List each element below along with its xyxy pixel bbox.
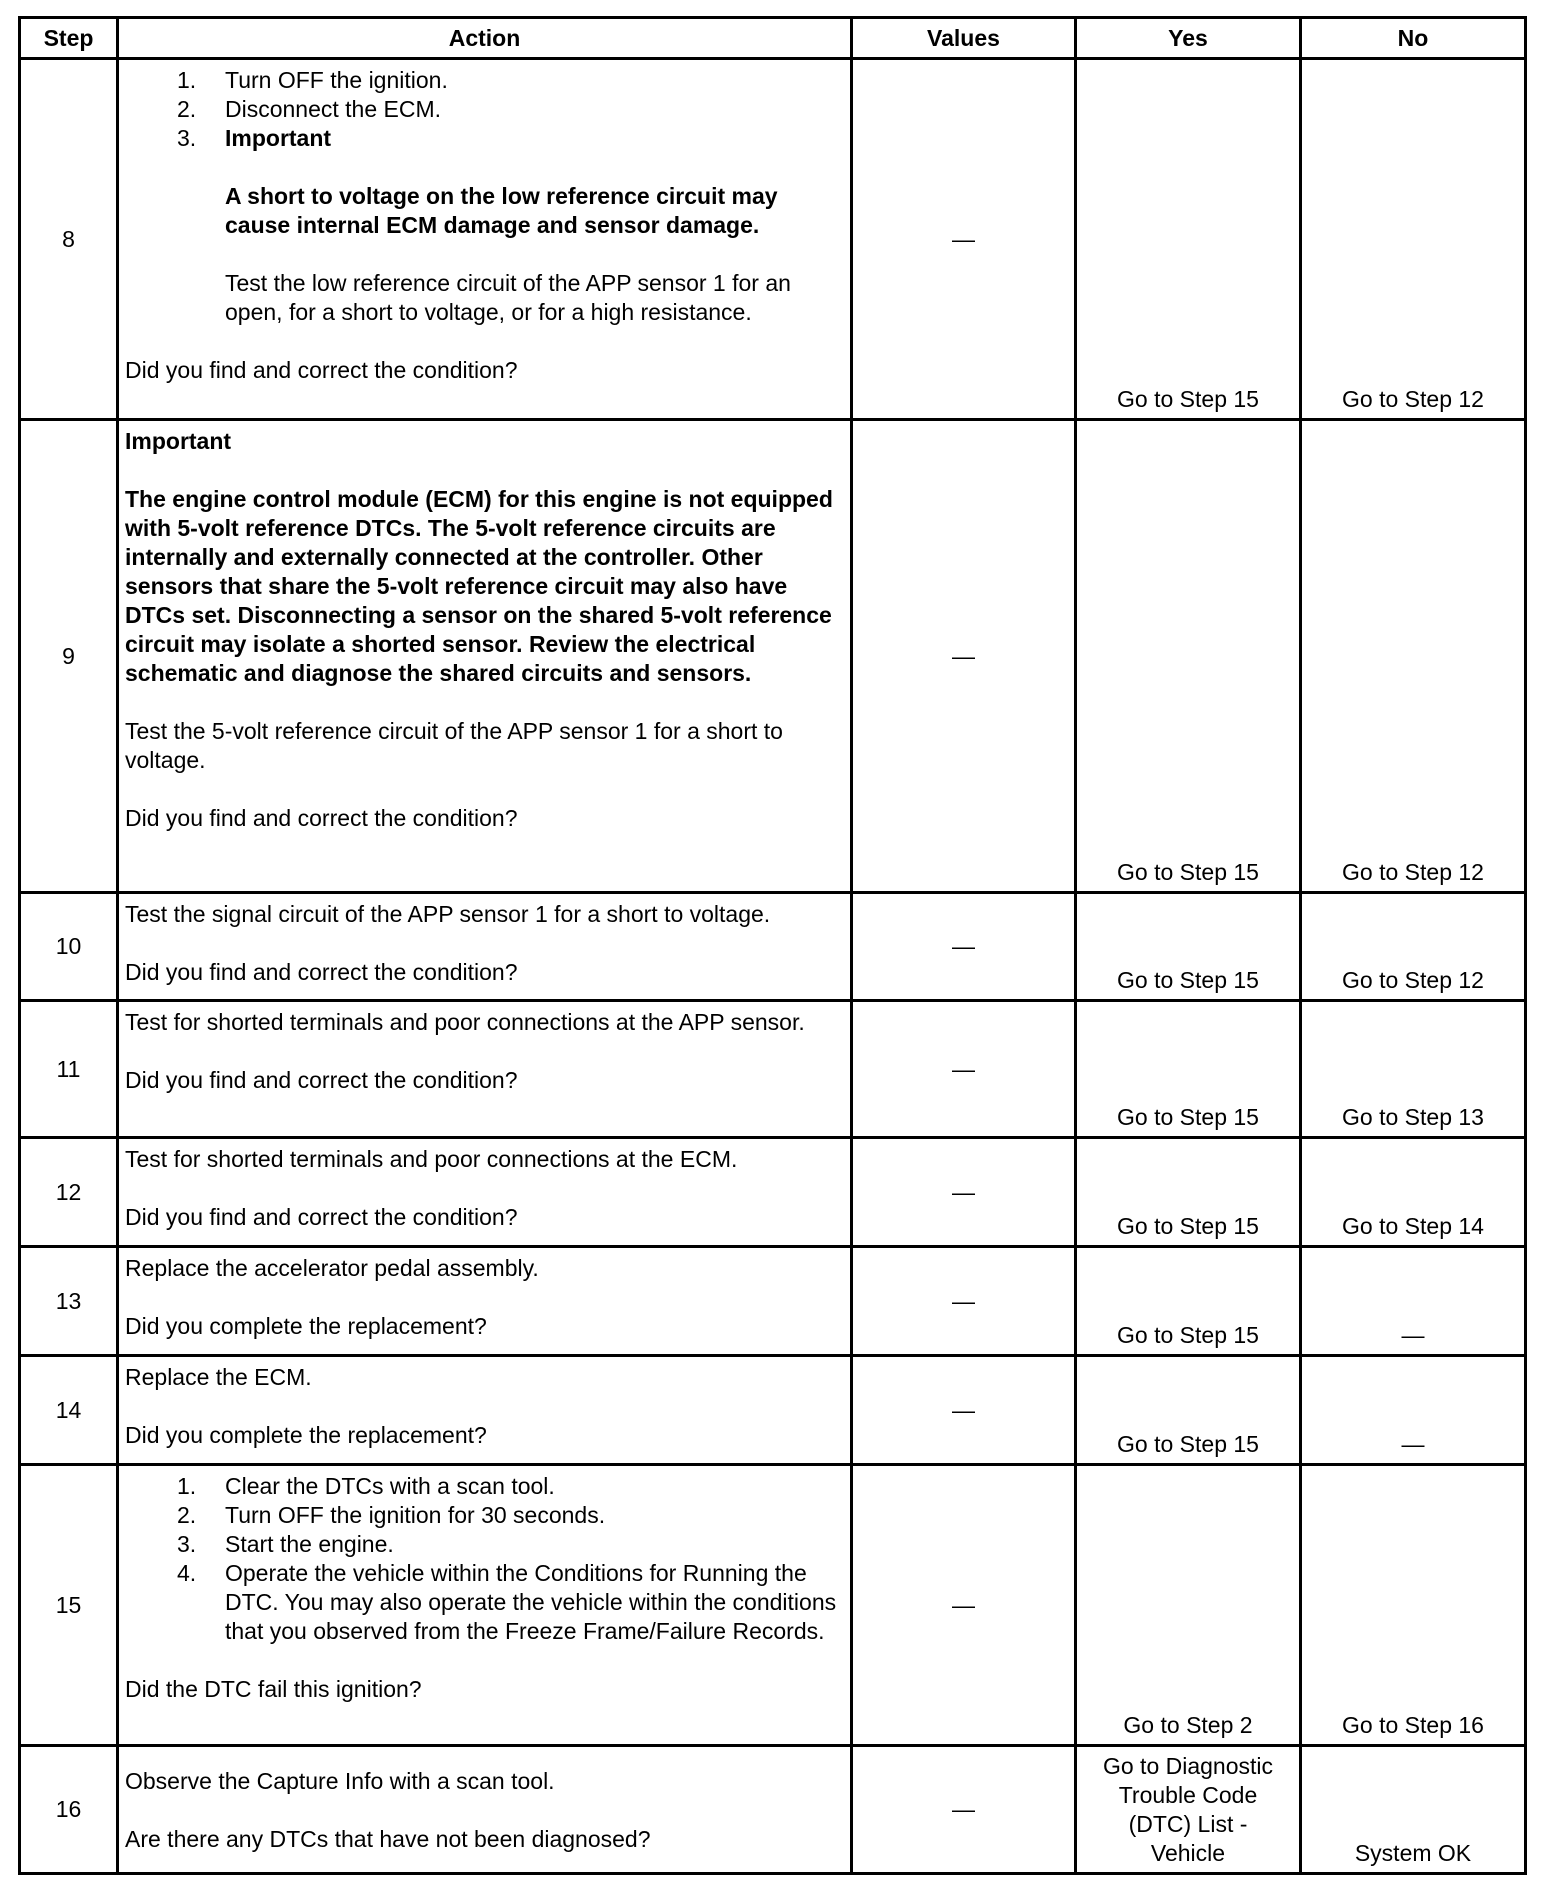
important-note: A short to voltage on the low reference circuit may cause internal ECM damage and sensor damage. <box>225 183 778 238</box>
values-cell <box>852 420 1076 893</box>
no-cell: Go to Step 14 <box>1301 1138 1526 1247</box>
no-cell: Go to Step 12 <box>1301 420 1526 893</box>
empty-dash: — <box>952 1055 975 1082</box>
action-list <box>125 66 842 327</box>
list-item: Disconnect the ECM. <box>225 96 442 122</box>
yes-cell: Go to Diagnostic Trouble Code (DTC) List - Vehicle <box>1076 1746 1301 1874</box>
step-number: 16 <box>20 1746 118 1874</box>
header-step: Step <box>20 18 118 59</box>
header-no: No <box>1301 18 1526 59</box>
values-cell <box>852 59 1076 420</box>
table-row-step-16 <box>20 1746 1526 1874</box>
empty-dash: — <box>952 1591 975 1618</box>
action-question: Did you find and correct the condition? <box>125 805 518 831</box>
empty-dash: — <box>952 225 975 252</box>
values-cell <box>852 1001 1076 1138</box>
table-row-step-10 <box>20 893 1526 1001</box>
action-text: Test for shorted terminals and poor connections at the ECM. <box>125 1146 738 1172</box>
step-number: 9 <box>20 420 118 893</box>
yes-cell: Go to Step 15 <box>1076 893 1301 1001</box>
yes-cell: Go to Step 15 <box>1076 1247 1301 1356</box>
action-question: Did you find and correct the condition? <box>125 1067 518 1093</box>
header-action: Action <box>118 18 852 59</box>
action-list <box>125 1472 842 1646</box>
action-question: Did you complete the replacement? <box>125 1313 487 1339</box>
values-cell <box>852 893 1076 1001</box>
table-row-step-11 <box>20 1001 1526 1138</box>
table-row-step-14 <box>20 1356 1526 1465</box>
empty-dash: — <box>952 1287 975 1314</box>
action-cell <box>118 1001 852 1138</box>
step-number: 12 <box>20 1138 118 1247</box>
action-cell <box>118 1746 852 1874</box>
header-values: Values <box>852 18 1076 59</box>
action-cell <box>118 1247 852 1356</box>
step-number: 11 <box>20 1001 118 1138</box>
action-cell <box>118 893 852 1001</box>
action-question: Are there any DTCs that have not been diagnosed? <box>125 1826 651 1852</box>
table-row-step-8 <box>20 59 1526 420</box>
yes-cell: Go to Step 15 <box>1076 1001 1301 1138</box>
important-label: Important <box>125 428 232 454</box>
table-row-step-12 <box>20 1138 1526 1247</box>
empty-dash: — <box>952 933 975 959</box>
empty-dash: — <box>952 1396 975 1423</box>
important-label: Important <box>225 125 332 151</box>
step-number: 8 <box>20 59 118 420</box>
action-text: Test the 5-volt reference circuit of the APP sensor 1 for a short to voltage. <box>125 718 783 773</box>
action-question: Did the DTC fail this ignition? <box>125 1676 422 1702</box>
action-text: Replace the accelerator pedal assembly. <box>125 1255 539 1281</box>
list-item <box>225 124 842 327</box>
action-cell <box>118 59 852 420</box>
yes-cell: Go to Step 15 <box>1076 420 1301 893</box>
list-item: Turn OFF the ignition for 30 seconds. <box>225 1502 606 1528</box>
empty-dash: — <box>952 1178 975 1205</box>
action-question: Did you find and correct the condition? <box>125 1204 518 1230</box>
no-cell: Go to Step 12 <box>1301 893 1526 1001</box>
list-item: Turn OFF the ignition. <box>225 67 448 93</box>
yes-cell: Go to Step 15 <box>1076 1138 1301 1247</box>
values-cell <box>852 1138 1076 1247</box>
values-cell <box>852 1465 1076 1746</box>
no-cell: — <box>1301 1356 1526 1465</box>
no-cell: — <box>1301 1247 1526 1356</box>
important-note: The engine control module (ECM) for this engine is not equipped with 5-volt reference DTCs. The 5-volt reference circuits are internally and externally connected at the controller. Other sensors that share the 5-volt reference circuit may also have DTCs set. Disconnecting a sensor on the shared 5-volt reference circuit may isolate a shorted sensor. Review the electrical schematic and diagnose the shared circuits and sensors. <box>125 486 833 686</box>
action-text: Test the signal circuit of the APP sensor 1 for a short to voltage. <box>125 901 771 927</box>
action-cell <box>118 420 852 893</box>
values-cell <box>852 1247 1076 1356</box>
values-cell <box>852 1356 1076 1465</box>
list-item: Clear the DTCs with a scan tool. <box>225 1473 555 1499</box>
no-cell: System OK <box>1301 1746 1526 1874</box>
action-cell <box>118 1138 852 1247</box>
action-cell <box>118 1465 852 1746</box>
action-question: Did you find and correct the condition? <box>125 959 518 985</box>
empty-dash: — <box>952 642 975 669</box>
no-cell: Go to Step 12 <box>1301 59 1526 420</box>
action-cell <box>118 1356 852 1465</box>
step-number: 14 <box>20 1356 118 1465</box>
action-question: Did you find and correct the condition? <box>125 357 518 383</box>
no-cell: Go to Step 13 <box>1301 1001 1526 1138</box>
step-number: 15 <box>20 1465 118 1746</box>
action-text: Replace the ECM. <box>125 1364 312 1390</box>
empty-dash: — <box>952 1796 975 1822</box>
list-item: Operate the vehicle within the Conditions for Running the DTC. You may also operate the vehicle within the conditions that you observed from the Freeze Frame/Failure Records. <box>225 1560 837 1644</box>
list-item: Start the engine. <box>225 1531 394 1557</box>
yes-cell: Go to Step 15 <box>1076 59 1301 420</box>
header-yes: Yes <box>1076 18 1301 59</box>
table-row-step-9 <box>20 420 1526 893</box>
action-text: Test the low reference circuit of the APP sensor 1 for an open, for a short to voltage, or for a high resistance. <box>225 270 791 325</box>
action-text: Test for shorted terminals and poor connections at the APP sensor. <box>125 1009 805 1035</box>
action-text: Observe the Capture Info with a scan tool. <box>125 1768 555 1794</box>
header-row <box>20 18 1526 59</box>
yes-cell: Go to Step 15 <box>1076 1356 1301 1465</box>
table-row-step-15 <box>20 1465 1526 1746</box>
action-question: Did you complete the replacement? <box>125 1422 487 1448</box>
values-cell <box>852 1746 1076 1874</box>
yes-cell: Go to Step 2 <box>1076 1465 1301 1746</box>
step-number: 13 <box>20 1247 118 1356</box>
diagnostic-table <box>18 16 1527 1875</box>
no-cell: Go to Step 16 <box>1301 1465 1526 1746</box>
step-number: 10 <box>20 893 118 1001</box>
table-row-step-13 <box>20 1247 1526 1356</box>
